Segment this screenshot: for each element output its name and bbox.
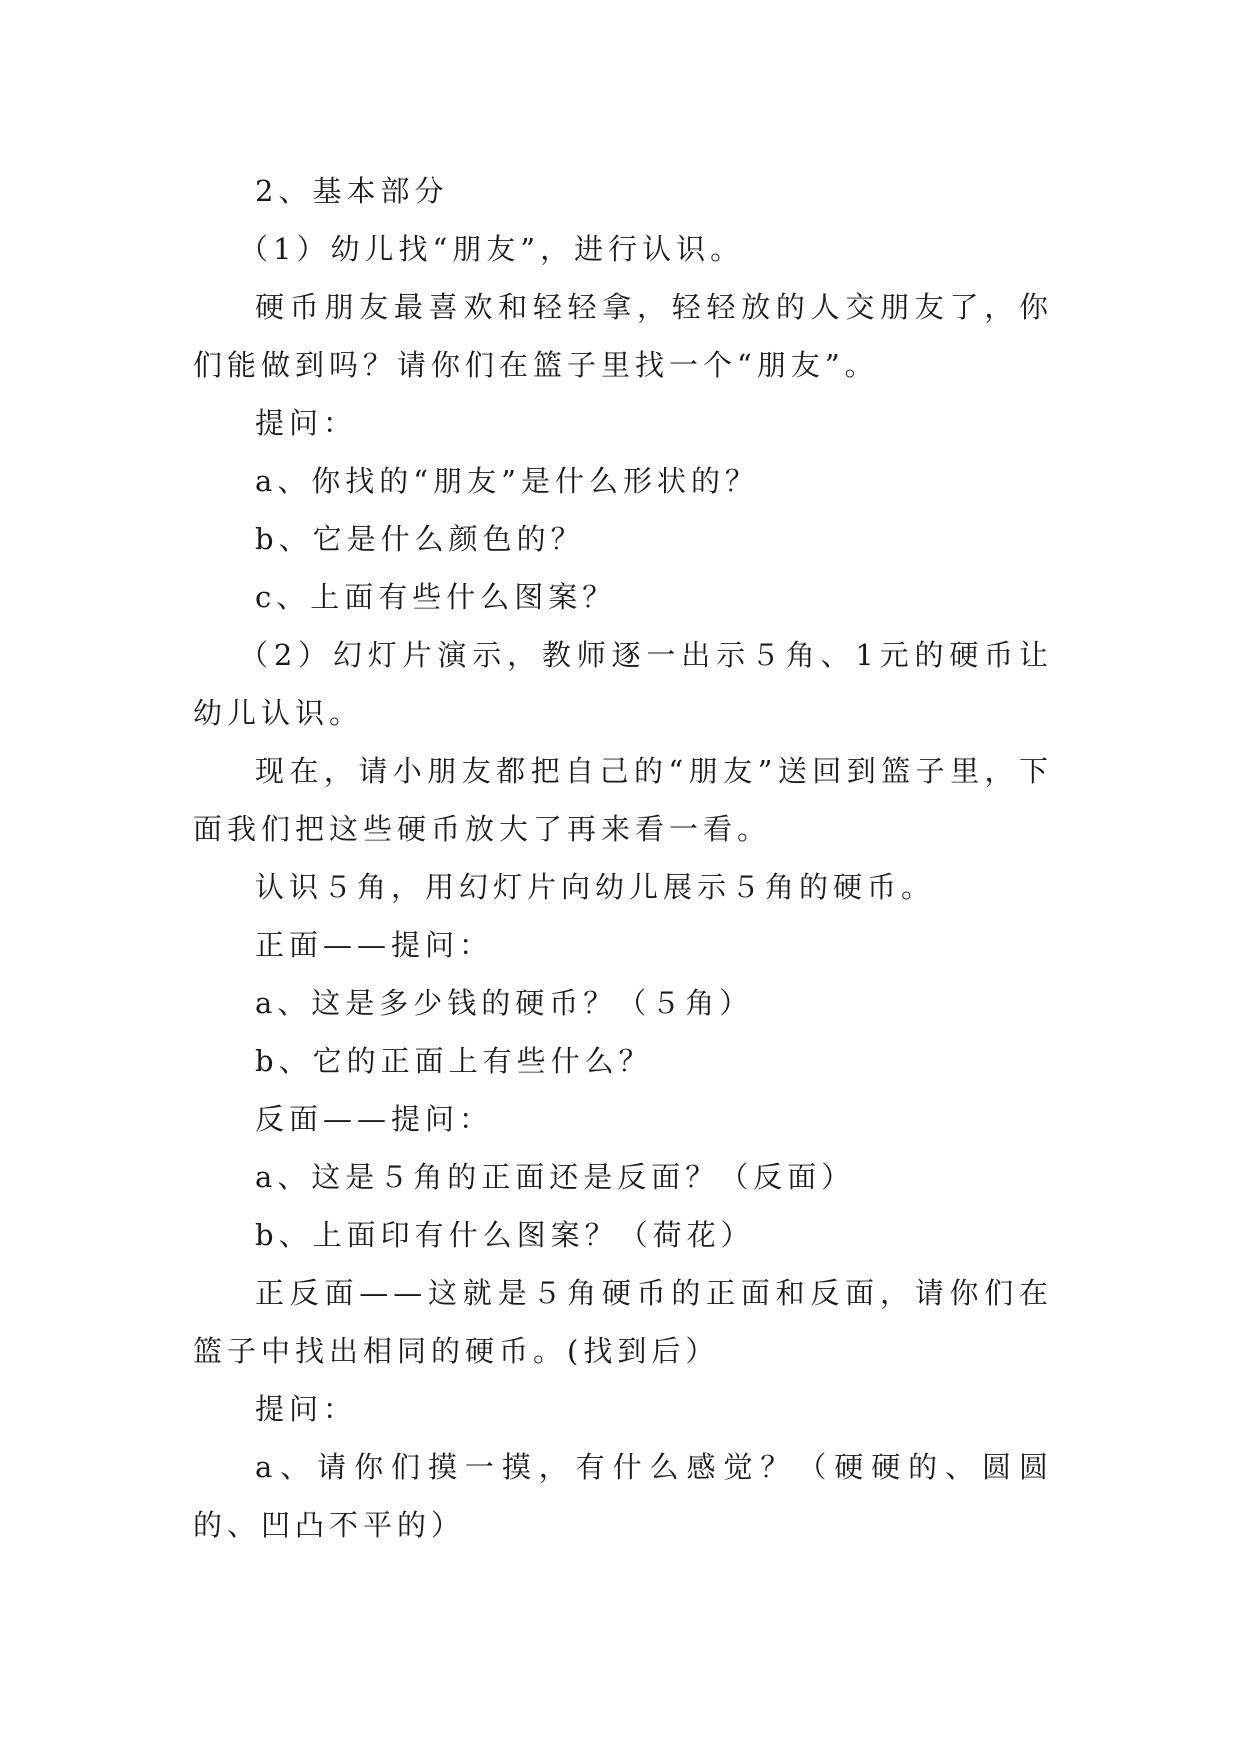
question-item: a、这是５角的正面还是反面？（反面） (255, 1160, 856, 1194)
question-item: b、它的正面上有些什么？ (255, 1044, 653, 1078)
paragraph: 认识５角，用幻灯片向幼儿展示５角的硬币。 (255, 870, 936, 904)
paragraph: 硬币朋友最喜欢和轻轻拿，轻轻放的人交朋友了，你们能做到吗？请你们在篮子里找一个“朋友”。 (193, 290, 1053, 382)
question-item: a、你找的“朋友”是什么形状的？ (255, 464, 759, 498)
subsection-heading-2: （2）幻灯片演示，教师逐一出示５角、1元的硬币让幼儿认识。 (193, 638, 1053, 730)
question-label: 提问： (255, 406, 358, 440)
question-item: a、这是多少钱的硬币？（５角） (255, 986, 754, 1020)
paragraph: 现在，请小朋友都把自己的“朋友”送回到篮子里，下面我们把这些硬币放大了再来看一看。 (193, 754, 1053, 846)
section-heading: 2、基本部分 (255, 174, 449, 208)
subsection-heading-1: （1）幼儿找“朋友”，进行认识。 (239, 232, 745, 266)
question-item: b、它是什么颜色的？ (255, 522, 585, 556)
question-label: 提问： (255, 1392, 358, 1426)
question-item: b、上面印有什么图案？（荷花） (255, 1218, 755, 1252)
question-label: 反面——提问： (255, 1102, 494, 1136)
paragraph: 正反面——这就是５角硬币的正面和反面，请你们在篮子中找出相同的硬币。(找到后） (193, 1276, 1053, 1368)
question-item: a、请你们摸一摸，有什么感觉？（硬硬的、圆圆的、凹凸不平的） (193, 1450, 1053, 1542)
question-item: c、上面有些什么图案？ (255, 580, 617, 614)
question-label: 正面——提问： (255, 928, 494, 962)
document-body (193, 162, 1053, 1554)
